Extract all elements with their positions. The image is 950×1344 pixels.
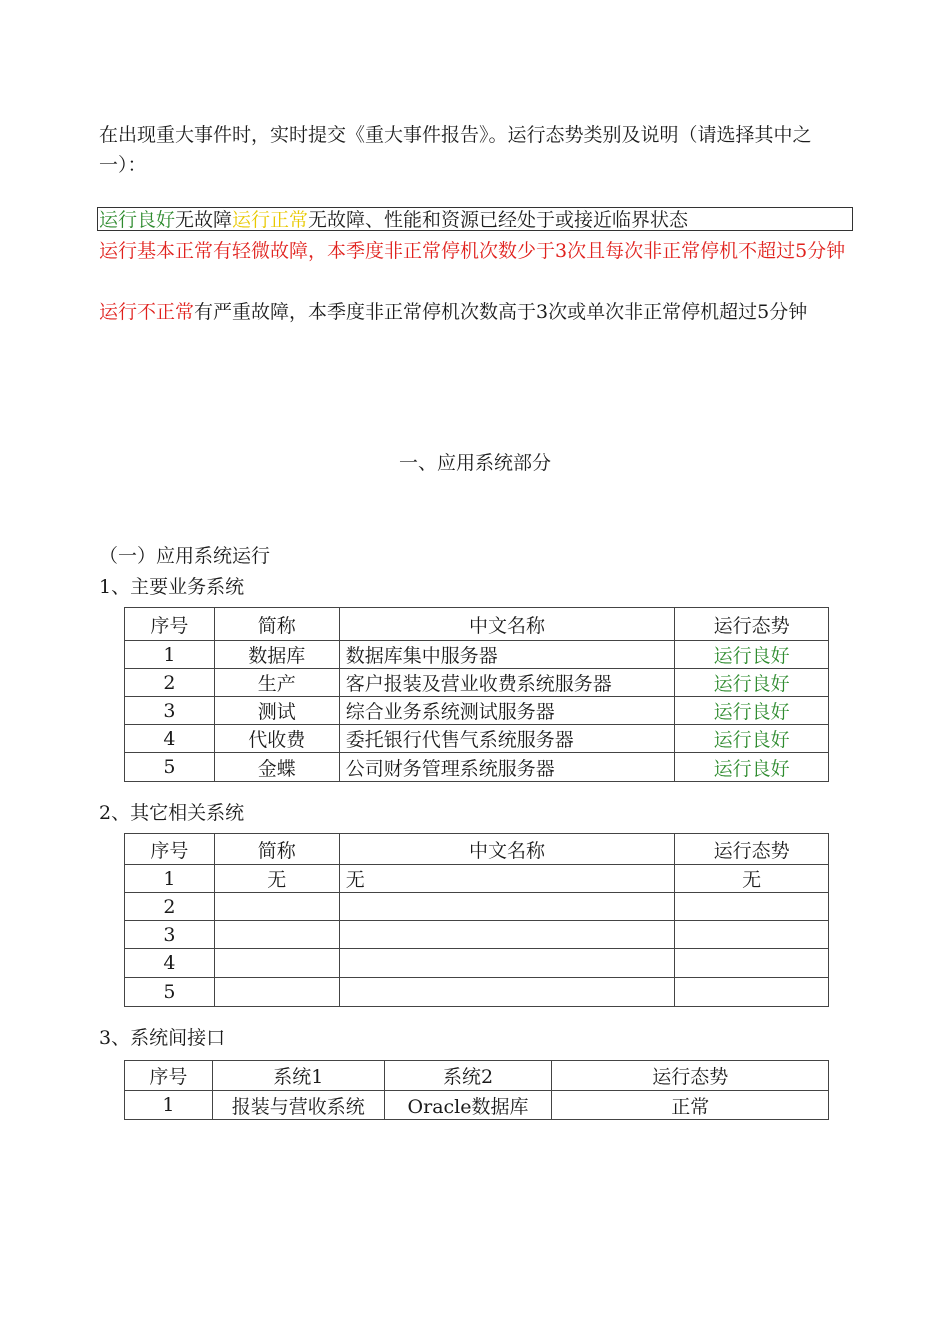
table-cell: 5	[125, 753, 215, 782]
header-cell: 序号	[125, 834, 215, 865]
table-row	[125, 949, 829, 978]
table-row	[125, 725, 829, 753]
table-cell	[675, 978, 829, 1007]
header-cell: 中文名称	[339, 608, 674, 641]
section-title: 一、应用系统部分	[398, 452, 551, 474]
table-cell: 正常	[552, 1091, 829, 1120]
table-cell: 2	[125, 669, 215, 697]
table-cell: 公司财务管理系统服务器	[339, 753, 674, 782]
legend-line-1	[99, 207, 688, 233]
status-cell: 运行良好	[675, 669, 829, 697]
table-cell	[339, 893, 674, 921]
header-cell: 简称	[214, 834, 339, 865]
table-cell: 1	[125, 865, 215, 893]
table-cell: 金蝶	[214, 753, 339, 782]
table-row	[125, 865, 829, 893]
table-cell: Oracle数据库	[384, 1091, 552, 1120]
table-cell	[675, 949, 829, 978]
sub-section-title: （一）应用系统运行	[99, 545, 271, 567]
legend-line-3	[99, 297, 854, 327]
table-row	[125, 1091, 829, 1120]
table-cell: 3	[125, 697, 215, 725]
status-good-label: 运行良好	[99, 209, 176, 231]
table-cell: 综合业务系统测试服务器	[339, 697, 674, 725]
table-cell	[339, 978, 674, 1007]
table-cell: 代收费	[214, 725, 339, 753]
table-cell: 4	[125, 725, 215, 753]
header-cell: 中文名称	[339, 834, 674, 865]
table-row	[125, 893, 829, 921]
table-row	[125, 978, 829, 1007]
status-normal-label: 运行正常	[232, 209, 309, 231]
table-header-row	[125, 1061, 829, 1091]
table-cell: 客户报装及营业收费系统服务器	[339, 669, 674, 697]
table-cell	[214, 949, 339, 978]
table-row	[125, 697, 829, 725]
header-cell: 序号	[125, 608, 215, 641]
status-normal-desc: 无故障、性能和资源已经处于或接近临界状态	[308, 209, 689, 231]
table-cell	[339, 921, 674, 949]
table-cell	[214, 921, 339, 949]
table-cell: 委托银行代售气系统服务器	[339, 725, 674, 753]
table-cell: 3	[125, 921, 215, 949]
table-cell: 生产	[214, 669, 339, 697]
status-cell: 运行良好	[675, 725, 829, 753]
table-row	[125, 753, 829, 782]
header-cell: 运行态势	[675, 834, 829, 865]
status-abnormal-label: 运行不正常	[99, 301, 195, 323]
table-header-row	[125, 608, 829, 641]
intro-paragraph: 在出现重大事件时，实时提交《重大事件报告》。运行态势类别及说明（请选择其中之一）：	[99, 124, 812, 176]
table-cell	[214, 893, 339, 921]
table-row	[125, 669, 829, 697]
table-cell: 1	[125, 1091, 213, 1120]
header-cell: 运行态势	[552, 1061, 829, 1091]
header-cell: 系统1	[212, 1061, 384, 1091]
main-systems-table	[124, 607, 829, 782]
other-systems-heading: 2、其它相关系统	[99, 802, 245, 824]
table-cell	[675, 893, 829, 921]
table-row	[125, 641, 829, 669]
table-cell: 测试	[214, 697, 339, 725]
status-cell: 运行良好	[675, 753, 829, 782]
table-cell	[675, 921, 829, 949]
header-cell: 系统2	[384, 1061, 552, 1091]
header-cell: 简称	[214, 608, 339, 641]
main-systems-heading: 1、主要业务系统	[99, 576, 245, 598]
table-row	[125, 921, 829, 949]
table-cell: 2	[125, 893, 215, 921]
table-cell: 无	[675, 865, 829, 893]
table-cell: 数据库集中服务器	[339, 641, 674, 669]
table-cell: 无	[214, 865, 339, 893]
table-cell: 4	[125, 949, 215, 978]
interfaces-table	[124, 1060, 829, 1120]
status-abnormal-desc: 有严重故障，本季度非正常停机次数高于3次或单次非正常停机超过5分钟	[194, 301, 808, 323]
table-cell: 报装与营收系统	[212, 1091, 384, 1120]
table-header-row	[125, 834, 829, 865]
other-systems-table	[124, 833, 829, 1007]
status-good-desc: 无故障	[175, 209, 233, 231]
header-cell: 运行态势	[675, 608, 829, 641]
table-cell: 数据库	[214, 641, 339, 669]
table-cell	[214, 978, 339, 1007]
table-cell: 5	[125, 978, 215, 1007]
header-cell: 序号	[125, 1061, 213, 1091]
status-cell: 运行良好	[675, 641, 829, 669]
table-cell: 1	[125, 641, 215, 669]
table-cell	[339, 949, 674, 978]
status-cell: 运行良好	[675, 697, 829, 725]
status-basic-normal: 运行基本正常有轻微故障，本季度非正常停机次数少于3次且每次非正常停机不超过5分钟	[99, 240, 846, 262]
interfaces-heading: 3、系统间接口	[99, 1027, 226, 1049]
table-cell: 无	[339, 865, 674, 893]
